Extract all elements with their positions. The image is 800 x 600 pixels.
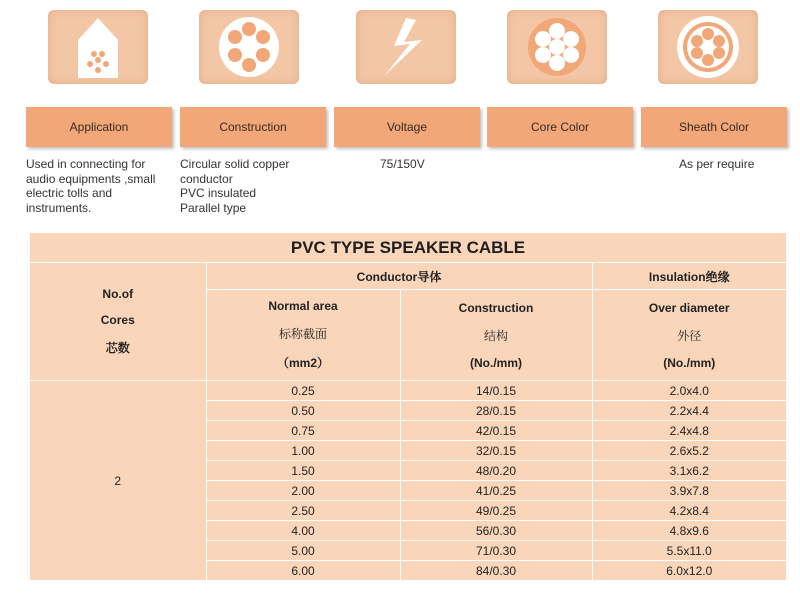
construction-cell: 71/0.30 [400, 541, 592, 561]
application-description: Used in connecting for audio equipments ,small electric tolls and instruments. [26, 157, 156, 215]
area-cell: 6.00 [206, 561, 400, 581]
circular-conductor-icon [199, 10, 299, 84]
table-title: PVC TYPE SPEAKER CABLE [30, 233, 786, 263]
insulation-group-header: Insulation绝缘 [592, 263, 786, 290]
construction-header-line: 结构 [483, 328, 508, 343]
cores-header-line: 芯数 [105, 341, 130, 355]
construction-cell: 49/0.25 [400, 501, 592, 521]
diameter-column-header [592, 290, 786, 381]
area-cell: 5.00 [206, 541, 400, 561]
construction-cell: 28/0.15 [400, 401, 592, 421]
construction-description: Circular solid copper conductor PVC insulated Parallel type [180, 157, 290, 215]
cores-header-line: Cores [100, 313, 135, 327]
house-icon [48, 10, 148, 84]
area-cell: 2.50 [206, 501, 400, 521]
diameter-cell: 2.0x4.0 [669, 383, 709, 398]
cores-header [30, 263, 206, 381]
diameter-cell: 4.2x8.4 [592, 501, 786, 521]
construction-column-header [400, 290, 592, 381]
table-row [30, 381, 786, 401]
category-application: Application [26, 107, 172, 147]
sheath-ring-icon [658, 10, 758, 84]
area-header-line: 标称截面 [278, 327, 327, 341]
diameter-cell: 3.1x6.2 [592, 461, 786, 481]
diameter-cell: 2.2x4.4 [592, 401, 786, 421]
area-header-line: Normal area [268, 299, 338, 313]
construction-cell: 32/0.15 [400, 441, 592, 461]
area-column-header [206, 290, 400, 381]
category-sheath-color: Sheath Color [641, 107, 787, 147]
construction-cell: 41/0.25 [400, 481, 592, 501]
construction-cell: 14/0.15 [400, 381, 592, 401]
area-cell: 0.75 [206, 421, 400, 441]
construction-header-line: Construction [458, 300, 534, 315]
category-voltage: Voltage [334, 107, 480, 147]
diameter-cell: 4.8x9.6 [592, 521, 786, 541]
area-cell: 0.50 [206, 401, 400, 421]
voltage-description: 75/150V [380, 157, 425, 171]
stranded-core-icon [507, 10, 607, 84]
conductor-group-header: Conductor导体 [206, 263, 592, 290]
diameter-cell: 3.9x7.8 [592, 481, 786, 501]
diameter-header-line: (No./mm) [663, 355, 716, 370]
category-core-color: Core Color [487, 107, 633, 147]
area-cell: 2.00 [206, 481, 400, 501]
construction-cell: 42/0.15 [400, 421, 592, 441]
cores-value: 2 [30, 381, 206, 581]
construction-cell: 84/0.30 [400, 561, 592, 581]
area-cell: 4.00 [206, 521, 400, 541]
cores-header-line: No.of [102, 287, 134, 301]
construction-cell: 56/0.30 [400, 521, 592, 541]
speaker-cable-table [30, 233, 786, 580]
sheath-color-description: As per require [679, 157, 755, 171]
diameter-cell: 2.6x5.2 [592, 441, 786, 461]
lightning-bolt-icon [356, 10, 456, 84]
category-construction: Construction [180, 107, 326, 147]
area-header-line: （mm2） [276, 356, 329, 370]
diameter-header-line: Over diameter [648, 300, 730, 315]
diameter-cell: 2.4x4.8 [592, 421, 786, 441]
diameter-header-line: 外径 [677, 328, 702, 343]
area-cell: 0.25 [206, 381, 400, 401]
construction-header-line: (No./mm) [470, 355, 522, 370]
construction-cell: 48/0.20 [400, 461, 592, 481]
diameter-cell: 6.0x12.0 [592, 561, 786, 581]
area-cell: 1.00 [206, 441, 400, 461]
area-cell: 1.50 [206, 461, 400, 481]
diameter-cell: 5.5x11.0 [592, 541, 786, 561]
